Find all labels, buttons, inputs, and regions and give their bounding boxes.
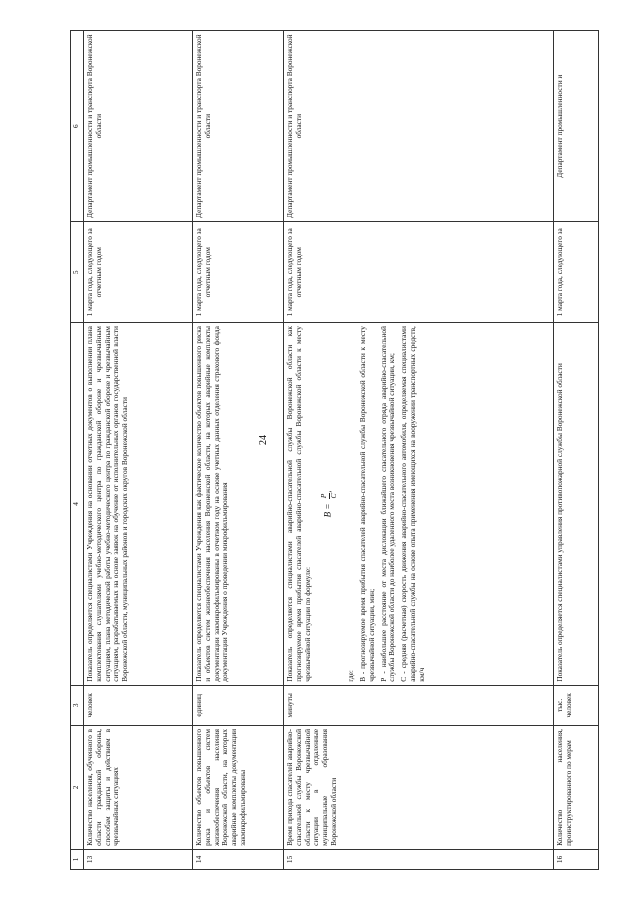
definition-item: В - прогнозируемое время прибытия спасателей аварийно-спасательной службы Воронежской области к месту чрезвычайной ситуации, мин; [358,326,376,682]
responsible-body: Департамент промышленности и транспорта Воронежской области [84,31,193,222]
table-row [554,31,599,870]
column-number: 6 [71,31,84,222]
table-row [284,31,554,870]
column-number-row [71,31,84,870]
calculation-method: Показатель определяется специалистами Учреждения на основании отчетных документов о выполнении плана комплектования слушателями учебно-методического центра по гражданской обороне и чрезвычайным ситуациям, плана методической работы учебно-методического центра по гражданской обороне и чрезвычайным ситуациям, разрабатываемых на основе заявок на обучение от исполнительных органов государственной власти Воронежской области, муниципальных районов и городских округов Воронежской области [84,323,193,686]
indicator-name: Количество объектов повышенного риска и объектов систем жизнеобеспечения населения Воронежской области, на которых аварийные комплекты документации закмикрофильмированы [193,725,284,849]
where-label: где: [346,670,356,682]
rotated-table-container [70,30,630,870]
unit-of-measure: тыс. человек [554,685,599,725]
definition-item: С - средняя (расчетная) скорость движения аварийно-спасательного автомобиля, определяемая специалистами аварийно-спасательной службы на основе опыта применения имеющихся на вооружении транспортных средств, км/ч [399,326,426,682]
responsible-body: Департамент промышленности и транспорта Воронежской области [284,31,554,222]
formula-lhs: B = [322,503,333,518]
indicator-name: Количество населения, обученного в области гражданской обороны, способам защиты и действиям в чрезвычайных ситуациях [84,725,193,849]
page-number: 24 [258,435,269,445]
reporting-deadline: 1 марта года, следующего за отчетным годом [193,222,284,323]
column-number: 2 [71,725,84,849]
responsible-body: Департамент промышленности и [554,31,599,222]
method-intro: Показатель определяется специалистами аварийно-спасательной службы Воронежской области как прогнозируемое время прибытия спасателей аварийно-спасательной службы Воронежской области к месту чрезвычайной ситуации по формуле: [285,326,312,682]
row-number: 14 [193,849,284,869]
formula-fraction [320,493,337,500]
column-number: 3 [71,685,84,725]
reporting-deadline: 1 марта года, следующего за отчетным годом [84,222,193,323]
unit-of-measure: минуты [284,685,554,725]
formula [320,326,337,682]
reporting-deadline: 1 марта года, следующего за отчетным годом [284,222,554,323]
formula-denominator: C [328,493,338,499]
row-number: 13 [84,849,193,869]
column-number: 1 [71,849,84,869]
responsible-body: Департамент промышленности и транспорта Воронежской области [193,31,284,222]
calculation-method: Показатель определяется специалистами Учреждения как фактическое количество объектов повышенного риска и объектов систем жизнеобеспечения населения Воронежской области, на которых аварийные комплекты документации закмикрофильмированы в отчетном году на основе учетных данных отделения страхового фонда документации Учреждения о проведении микрофильмирования [193,323,284,686]
row-number: 16 [554,849,599,869]
definition-item: Р - наибольшее расстояние от места дислокации ближайшего спасательного отряда аварийно-спасательной службы Воронежской области до наиболее удаленного места возникновения чрезвычайной ситуации, км; [378,326,397,682]
table-row [193,31,284,870]
formula-numerator: P [319,493,329,499]
reporting-deadline: 1 марта года, следующего за [554,222,599,323]
column-number: 4 [71,323,84,686]
formula-tail: , [322,490,333,493]
row-number: 15 [284,849,554,869]
unit-of-measure: человек [84,685,193,725]
indicator-name: Количество населения, проинструктированного по мерам [554,725,599,849]
table-row [84,31,193,870]
column-number: 5 [71,222,84,323]
indicators-table [70,30,599,870]
calculation-method: Показатель определяется специалистами управления противопожарной службы Воронежской области [554,323,599,686]
indicator-name: Время прихода спасателей аварийно-спасательной службы Воронежской области к месту чрезвычайной ситуации в отдаленные муниципальные образования Воронежской области [284,725,554,849]
unit-of-measure: единиц [193,685,284,725]
calculation-method [284,323,554,686]
